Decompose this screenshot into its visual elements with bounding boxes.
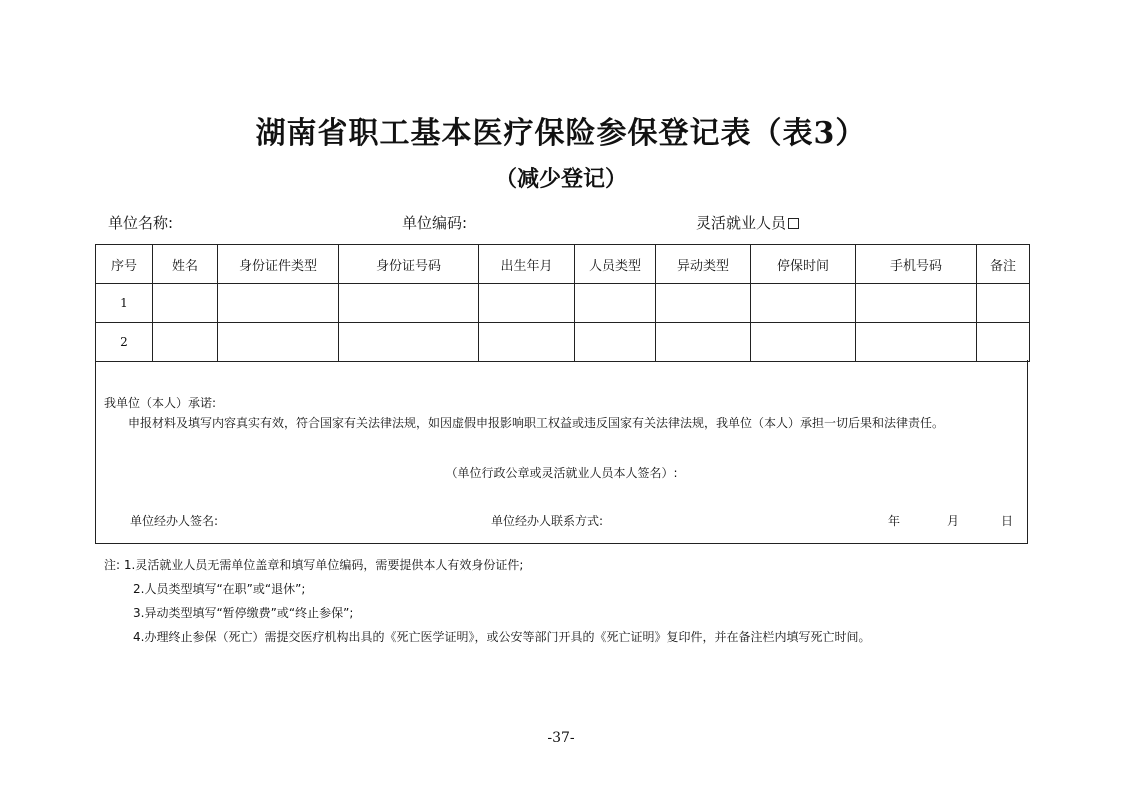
unit-code-label: 单位编码: xyxy=(402,214,468,232)
date-year-label: 年 xyxy=(888,514,901,528)
col-header-remark: 备注 xyxy=(977,245,1030,284)
page-number: -37- xyxy=(547,730,575,746)
stop-time-cell[interactable] xyxy=(751,323,856,362)
handler-contact-label: 单位经办人联系方式: xyxy=(491,514,604,528)
col-header-change-type: 异动类型 xyxy=(656,245,751,284)
change-type-cell[interactable] xyxy=(656,284,751,323)
phone-cell[interactable] xyxy=(856,323,977,362)
col-header-birth: 出生年月 xyxy=(479,245,575,284)
col-header-name: 姓名 xyxy=(153,245,218,284)
col-header-id-number: 身份证号码 xyxy=(339,245,479,284)
col-header-stop-time: 停保时间 xyxy=(751,245,856,284)
unit-name-label: 单位名称: xyxy=(108,214,174,232)
table-header-row xyxy=(96,245,1030,284)
note-item: 3.异动类型填写“暂停缴费”或“终止参保”; xyxy=(133,606,354,620)
note-text: 1.灵活就业人员无需单位盖章和填写单位编码，需要提供本人有效身份证件; xyxy=(123,558,524,572)
pledge-heading: 我单位（本人）承诺: xyxy=(104,396,217,410)
flexible-employee-field xyxy=(696,212,799,233)
form-title: 湖南省职工基本医疗保险参保登记表（表3） xyxy=(255,116,867,151)
pledge-section xyxy=(95,360,1028,544)
note-item: 2.人员类型填写“在职”或“退休”; xyxy=(133,582,306,596)
col-header-index: 序号 xyxy=(96,245,153,284)
form-subtitle: （减少登记） xyxy=(494,166,627,192)
col-header-id-type: 身份证件类型 xyxy=(218,245,339,284)
col-header-person-type: 人员类型 xyxy=(575,245,656,284)
birth-cell[interactable] xyxy=(479,284,575,323)
name-cell[interactable] xyxy=(153,284,218,323)
phone-cell[interactable] xyxy=(856,284,977,323)
person-type-cell[interactable] xyxy=(575,323,656,362)
id-type-cell[interactable] xyxy=(218,284,339,323)
note-item xyxy=(104,553,870,577)
remark-cell[interactable] xyxy=(977,284,1030,323)
birth-cell[interactable] xyxy=(479,323,575,362)
handler-signature-label: 单位经办人签名: xyxy=(130,514,219,528)
person-type-cell[interactable] xyxy=(575,284,656,323)
id-number-cell[interactable] xyxy=(339,323,479,362)
col-header-phone: 手机号码 xyxy=(856,245,977,284)
registration-table xyxy=(95,244,1030,362)
notes-prefix: 注: xyxy=(104,558,121,572)
flexible-employee-label: 灵活就业人员 xyxy=(696,214,787,232)
row-index: 2 xyxy=(96,323,153,362)
notes-section xyxy=(104,553,870,649)
id-number-cell[interactable] xyxy=(339,284,479,323)
date-month-label: 月 xyxy=(947,514,960,528)
stop-time-cell[interactable] xyxy=(751,284,856,323)
table-row xyxy=(96,323,1030,362)
flexible-employee-checkbox[interactable] xyxy=(788,218,799,229)
change-type-cell[interactable] xyxy=(656,323,751,362)
id-type-cell[interactable] xyxy=(218,323,339,362)
note-item: 4.办理终止参保（死亡）需提交医疗机构出具的《死亡医学证明》，或公安等部门开具的《死亡证明》复印件，并在备注栏内填写死亡时间。 xyxy=(133,630,871,644)
remark-cell[interactable] xyxy=(977,323,1030,362)
name-cell[interactable] xyxy=(153,323,218,362)
row-index: 1 xyxy=(96,284,153,323)
pledge-body: 申报材料及填写内容真实有效，符合国家有关法律法规，如因虚假申报影响职工权益或违反国家有关法律法规，我单位（本人）承担一切后果和法律责任。 xyxy=(128,416,945,430)
table-row xyxy=(96,284,1030,323)
seal-signature-label: （单位行政公章或灵活就业人员本人签名）: xyxy=(445,466,678,480)
date-day-label: 日 xyxy=(1001,514,1014,528)
